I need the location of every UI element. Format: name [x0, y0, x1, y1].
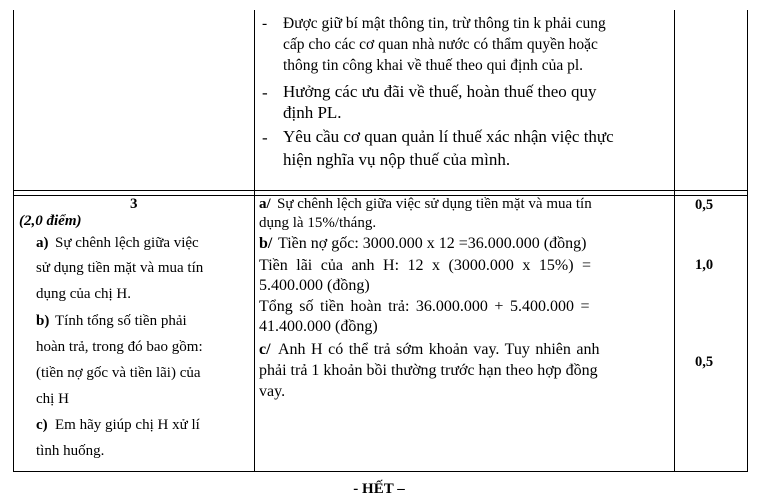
question-number: 3	[130, 196, 138, 212]
question-line: (tiền nợ gốc và tiền lãi) của	[36, 365, 201, 381]
question-line: chị H	[36, 391, 69, 407]
answer-line: Tiền nợ gốc: 3000.000 x 12 =36.000.000 (đồng)	[278, 235, 587, 252]
answer-line: Tổng số tiền hoàn trả: 36.000.000 + 5.400.000 =	[259, 298, 590, 315]
part-label: c)	[36, 417, 48, 433]
part-label: b)	[36, 313, 50, 329]
score-part-c: 0,5	[695, 354, 714, 370]
bullet-line: Hưởng các ưu đãi về thuế, hoàn thuế theo quy	[283, 82, 597, 101]
bullet-line: định PL.	[283, 103, 342, 122]
question-line: Sự chênh lệch giữa việc	[55, 235, 199, 251]
answer-line: dụng là 15%/tháng.	[259, 215, 377, 231]
answer-line: 41.400.000 (đồng)	[259, 318, 378, 335]
bullet-line: cấp cho các cơ quan nhà nước có thẩm quyền hoặc	[283, 36, 598, 53]
score-part-b: 1,0	[695, 257, 714, 273]
question-line: dụng của chị H.	[36, 286, 131, 302]
part-label: a/	[259, 196, 271, 212]
answer-line: vay.	[259, 383, 286, 400]
question-line: hoàn trả, trong đó bao gồm:	[36, 339, 203, 355]
table-left-border	[13, 10, 14, 472]
question-line: Em hãy giúp chị H xử lí	[55, 417, 200, 433]
part-label: c/	[259, 341, 271, 358]
part-label: b/	[259, 235, 273, 252]
question-line: Tính tổng số tiền phải	[55, 313, 187, 329]
question-points: (2,0 điểm)	[19, 213, 82, 229]
question-line: sử dụng tiền mặt và mua tín	[36, 260, 204, 276]
answer-line: phải trả 1 khoản bồi thường trước hạn theo hợp đồng	[259, 362, 598, 379]
column-divider	[254, 10, 255, 472]
bullet-line: Yêu cầu cơ quan quản lí thuế xác nhận việc thực	[283, 127, 614, 146]
row-divider	[13, 190, 748, 191]
bullet-line: Được giữ bí mật thông tin, trừ thông tin k phải cung	[283, 15, 606, 32]
bullet-line: hiện nghĩa vụ nộp thuế của mình.	[283, 150, 511, 169]
answer-line: Anh H có thể trả sớm khoản vay. Tuy nhiên anh	[278, 341, 600, 358]
answer-line: Tiền lãi của anh H: 12 x (3000.000 x 15%) =	[259, 257, 592, 274]
column-divider	[674, 10, 675, 472]
bullet-line: thông tin công khai về thuế theo qui định của pl.	[283, 57, 584, 74]
answer-line: 5.400.000 (đồng)	[259, 277, 370, 294]
score-part-a: 0,5	[695, 197, 714, 213]
question-line: tình huống.	[36, 443, 105, 459]
answer-line: Sự chênh lệch giữa việc sử dụng tiền mặt và mua tín	[277, 196, 592, 212]
part-label: a)	[36, 235, 49, 251]
table-bottom-border	[13, 471, 748, 472]
table-right-border	[747, 10, 748, 472]
end-marker: - HẾT –	[353, 481, 405, 497]
